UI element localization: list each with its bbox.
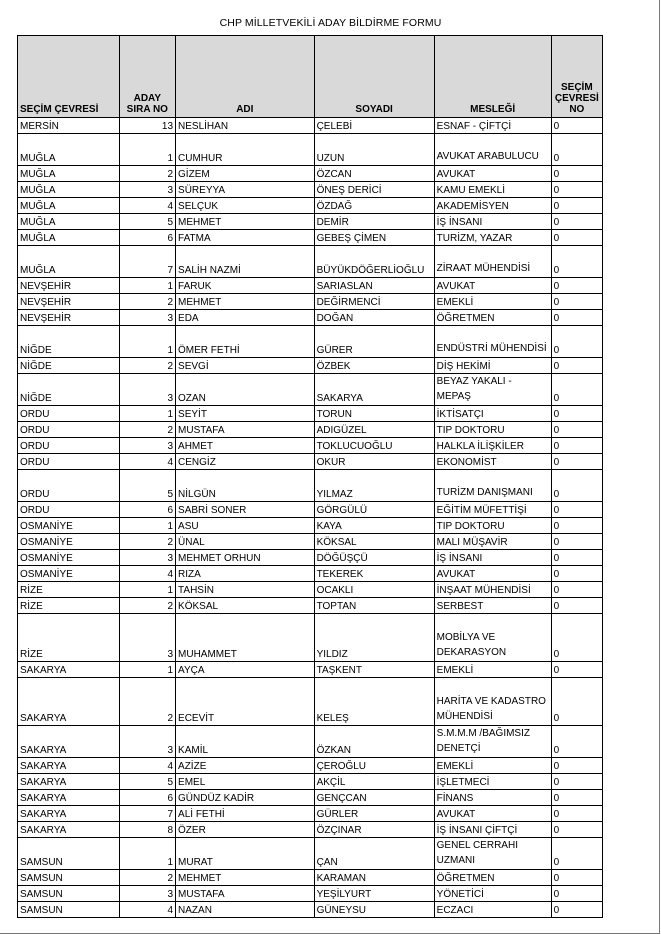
cell-secim-cevresi-no: 0: [551, 406, 602, 422]
cell-aday-sira-no: 1: [119, 406, 175, 422]
cell-secim-cevresi-no: 0: [551, 182, 602, 198]
cell-soyadi: TAŞKENT: [314, 662, 434, 678]
cell-meslegi: AKADEMİSYEN: [434, 198, 551, 214]
cell-secim-cevresi-no: 0: [551, 166, 602, 182]
cell-soyadi: ÖZKAN: [314, 726, 434, 758]
table-row: [18, 726, 603, 758]
cell-secim-cevresi-no: 0: [551, 326, 602, 358]
cell-secim-cevresi: SAKARYA: [18, 790, 120, 806]
cell-aday-sira-no: 2: [119, 358, 175, 374]
table-row: [18, 502, 603, 518]
cell-adi: MUHAMMET: [176, 614, 315, 662]
cell-meslegi: İNŞAAT MÜHENDİSİ: [434, 582, 551, 598]
cell-secim-cevresi-no: 0: [551, 726, 602, 758]
cell-soyadi: OKUR: [314, 454, 434, 470]
cell-soyadi: GÜNEYSU: [314, 902, 434, 918]
cell-aday-sira-no: 4: [119, 758, 175, 774]
cell-secim-cevresi-no: 0: [551, 614, 602, 662]
cell-soyadi: DÖĞÜŞÇÜ: [314, 550, 434, 566]
cell-meslegi: MOBİLYA VE DEKARASYON: [434, 614, 551, 662]
cell-secim-cevresi-no: 0: [551, 534, 602, 550]
cell-aday-sira-no: 13: [119, 118, 175, 134]
cell-meslegi: DİŞ HEKİMİ: [434, 358, 551, 374]
cell-secim-cevresi-no: 0: [551, 438, 602, 454]
cell-secim-cevresi-no: 0: [551, 422, 602, 438]
cell-adi: EDA: [176, 310, 315, 326]
cell-secim-cevresi: SAMSUN: [18, 838, 120, 870]
cell-secim-cevresi-no: 0: [551, 758, 602, 774]
cell-adi: MEHMET: [176, 214, 315, 230]
cell-soyadi: KARAMAN: [314, 870, 434, 886]
cell-meslegi: YÖNETİCİ: [434, 886, 551, 902]
cell-secim-cevresi-no: 0: [551, 774, 602, 790]
cell-meslegi: İKTİSATÇI: [434, 406, 551, 422]
cell-soyadi: UZUN: [314, 134, 434, 166]
cell-aday-sira-no: 3: [119, 374, 175, 406]
cell-secim-cevresi-no: 0: [551, 582, 602, 598]
cell-meslegi: AVUKAT: [434, 166, 551, 182]
cell-secim-cevresi-no: 0: [551, 358, 602, 374]
cell-aday-sira-no: 2: [119, 166, 175, 182]
cell-aday-sira-no: 5: [119, 774, 175, 790]
cell-adi: ÜNAL: [176, 534, 315, 550]
cell-meslegi: EMEKLİ: [434, 758, 551, 774]
cell-secim-cevresi: NEVŞEHİR: [18, 278, 120, 294]
cell-secim-cevresi: MUĞLA: [18, 134, 120, 166]
form-title: CHP MİLLETVEKİLİ ADAY BİLDİRME FORMU: [219, 17, 442, 29]
cell-adi: ALİ FETHİ: [176, 806, 315, 822]
table-header-row: [18, 36, 603, 118]
cell-secim-cevresi-no: 0: [551, 598, 602, 614]
cell-soyadi: ÖZCAN: [314, 166, 434, 182]
cell-soyadi: KÖKSAL: [314, 534, 434, 550]
cell-adi: KAMİL: [176, 726, 315, 758]
cell-aday-sira-no: 4: [119, 566, 175, 582]
cell-adi: FARUK: [176, 278, 315, 294]
cell-secim-cevresi: SAKARYA: [18, 822, 120, 838]
table-row: [18, 326, 603, 358]
cell-secim-cevresi-no: 0: [551, 566, 602, 582]
cell-secim-cevresi-no: 0: [551, 454, 602, 470]
table-row: [18, 438, 603, 454]
cell-adi: OZAN: [176, 374, 315, 406]
cell-meslegi: İŞ İNSANI ÇİFTÇİ: [434, 822, 551, 838]
table-row: [18, 214, 603, 230]
cell-adi: SÜREYYA: [176, 182, 315, 198]
cell-soyadi: ÖNEŞ DERİCİ: [314, 182, 434, 198]
cell-adi: ASU: [176, 518, 315, 534]
cell-adi: SELÇUK: [176, 198, 315, 214]
cell-secim-cevresi-no: 0: [551, 870, 602, 886]
cell-soyadi: SARIASLAN: [314, 278, 434, 294]
table-row: [18, 678, 603, 726]
cell-secim-cevresi: NİĞDE: [18, 326, 120, 358]
cell-soyadi: GÖRGÜLÜ: [314, 502, 434, 518]
cell-soyadi: DOĞAN: [314, 310, 434, 326]
cell-secim-cevresi: SAMSUN: [18, 902, 120, 918]
cell-adi: SABRİ SONER: [176, 502, 315, 518]
table-row: [18, 246, 603, 278]
cell-adi: AYÇA: [176, 662, 315, 678]
cell-soyadi: ÇELEBİ: [314, 118, 434, 134]
cell-adi: MEHMET: [176, 870, 315, 886]
table-row: [18, 838, 603, 870]
cell-secim-cevresi: NEVŞEHİR: [18, 310, 120, 326]
cell-soyadi: GEBEŞ ÇİMEN: [314, 230, 434, 246]
cell-secim-cevresi-no: 0: [551, 806, 602, 822]
cell-secim-cevresi: OSMANİYE: [18, 518, 120, 534]
cell-meslegi: ÖĞRETMEN: [434, 870, 551, 886]
cell-secim-cevresi-no: 0: [551, 678, 602, 726]
cell-aday-sira-no: 3: [119, 726, 175, 758]
header-secim-cevresi-no: SEÇİM ÇEVRESİ NO: [551, 36, 602, 118]
cell-secim-cevresi-no: 0: [551, 822, 602, 838]
cell-soyadi: ADIGÜZEL: [314, 422, 434, 438]
cell-secim-cevresi-no: 0: [551, 246, 602, 278]
cell-aday-sira-no: 1: [119, 582, 175, 598]
cell-adi: ECEVİT: [176, 678, 315, 726]
table-row: [18, 134, 603, 166]
cell-meslegi: AVUKAT: [434, 806, 551, 822]
table-row: [18, 598, 603, 614]
cell-secim-cevresi: RİZE: [18, 598, 120, 614]
table-row: [18, 902, 603, 918]
cell-adi: CENGİZ: [176, 454, 315, 470]
cell-secim-cevresi: MUĞLA: [18, 198, 120, 214]
cell-adi: SEVGİ: [176, 358, 315, 374]
cell-meslegi: TIP DOKTORU: [434, 422, 551, 438]
cell-meslegi: HALKLA İLİŞKİLER: [434, 438, 551, 454]
table-row: [18, 198, 603, 214]
cell-aday-sira-no: 7: [119, 246, 175, 278]
table-row: [18, 518, 603, 534]
cell-soyadi: OCAKLI: [314, 582, 434, 598]
cell-secim-cevresi: MUĞLA: [18, 230, 120, 246]
cell-meslegi: EMEKLİ: [434, 662, 551, 678]
cell-secim-cevresi: SAMSUN: [18, 870, 120, 886]
table-row: [18, 822, 603, 838]
cell-secim-cevresi: SAKARYA: [18, 758, 120, 774]
cell-soyadi: DEĞİRMENCİ: [314, 294, 434, 310]
table-row: [18, 790, 603, 806]
cell-secim-cevresi: ORDU: [18, 502, 120, 518]
table-row: [18, 406, 603, 422]
cell-soyadi: TORUN: [314, 406, 434, 422]
cell-aday-sira-no: 2: [119, 534, 175, 550]
header-aday-sira-no: ADAY SIRA NO: [119, 36, 175, 118]
cell-meslegi: ÖĞRETMEN: [434, 310, 551, 326]
cell-aday-sira-no: 2: [119, 678, 175, 726]
cell-meslegi: İŞLETMECİ: [434, 774, 551, 790]
cell-secim-cevresi-no: 0: [551, 198, 602, 214]
cell-aday-sira-no: 1: [119, 518, 175, 534]
cell-aday-sira-no: 4: [119, 902, 175, 918]
cell-secim-cevresi: MUĞLA: [18, 166, 120, 182]
table-row: [18, 118, 603, 134]
cell-aday-sira-no: 2: [119, 294, 175, 310]
cell-soyadi: BÜYÜKDÖĞERLİOĞLU: [314, 246, 434, 278]
cell-secim-cevresi-no: 0: [551, 470, 602, 502]
header-secim-cevresi: SEÇİM ÇEVRESİ: [18, 36, 120, 118]
cell-soyadi: ÖZDAĞ: [314, 198, 434, 214]
cell-adi: MUSTAFA: [176, 886, 315, 902]
cell-adi: NESLİHAN: [176, 118, 315, 134]
cell-secim-cevresi-no: 0: [551, 902, 602, 918]
cell-meslegi: ENDÜSTRİ MÜHENDİSİ: [434, 326, 551, 358]
cell-aday-sira-no: 6: [119, 230, 175, 246]
cell-aday-sira-no: 3: [119, 614, 175, 662]
cell-aday-sira-no: 3: [119, 182, 175, 198]
table-row: [18, 886, 603, 902]
table-row: [18, 614, 603, 662]
cell-meslegi: ESNAF - ÇİFTÇİ: [434, 118, 551, 134]
cell-adi: SEYİT: [176, 406, 315, 422]
cell-aday-sira-no: 7: [119, 806, 175, 822]
cell-aday-sira-no: 5: [119, 470, 175, 502]
cell-adi: MEHMET ORHUN: [176, 550, 315, 566]
cell-secim-cevresi: SAMSUN: [18, 886, 120, 902]
table-row: [18, 358, 603, 374]
cell-aday-sira-no: 2: [119, 598, 175, 614]
cell-secim-cevresi-no: 0: [551, 550, 602, 566]
header-adi: ADI: [176, 36, 315, 118]
cell-secim-cevresi-no: 0: [551, 294, 602, 310]
table-body: [18, 118, 603, 918]
cell-meslegi: EĞİTİM MÜFETTİŞİ: [434, 502, 551, 518]
cell-meslegi: AVUKAT: [434, 278, 551, 294]
cell-secim-cevresi-no: 0: [551, 230, 602, 246]
cell-adi: NİLGÜN: [176, 470, 315, 502]
cell-meslegi: ECZACI: [434, 902, 551, 918]
cell-soyadi: YEŞİLYURT: [314, 886, 434, 902]
table-row: [18, 534, 603, 550]
cell-meslegi: TURİZM, YAZAR: [434, 230, 551, 246]
cell-secim-cevresi-no: 0: [551, 662, 602, 678]
cell-secim-cevresi-no: 0: [551, 518, 602, 534]
cell-secim-cevresi: ORDU: [18, 438, 120, 454]
table-row: [18, 374, 603, 406]
cell-meslegi: AVUKAT ARABULUCU: [434, 134, 551, 166]
cell-secim-cevresi: OSMANİYE: [18, 550, 120, 566]
table-row: [18, 310, 603, 326]
cell-adi: GİZEM: [176, 166, 315, 182]
cell-adi: MURAT: [176, 838, 315, 870]
cell-secim-cevresi: NİĞDE: [18, 374, 120, 406]
table-row: [18, 582, 603, 598]
cell-secim-cevresi-no: 0: [551, 838, 602, 870]
cell-aday-sira-no: 3: [119, 310, 175, 326]
cell-meslegi: TURİZM DANIŞMANI: [434, 470, 551, 502]
cell-meslegi: İŞ İNSANI: [434, 214, 551, 230]
cell-adi: AZİZE: [176, 758, 315, 774]
table-row: [18, 470, 603, 502]
cell-secim-cevresi: SAKARYA: [18, 726, 120, 758]
cell-adi: MUSTAFA: [176, 422, 315, 438]
cell-soyadi: ÇEROĞLU: [314, 758, 434, 774]
cell-adi: SALİH NAZMİ: [176, 246, 315, 278]
cell-secim-cevresi: OSMANİYE: [18, 566, 120, 582]
cell-adi: TAHSİN: [176, 582, 315, 598]
cell-secim-cevresi-no: 0: [551, 374, 602, 406]
table-row: [18, 454, 603, 470]
cell-secim-cevresi: ORDU: [18, 470, 120, 502]
cell-aday-sira-no: 4: [119, 198, 175, 214]
cell-secim-cevresi-no: 0: [551, 502, 602, 518]
cell-meslegi: S.M.M.M /BAĞIMSIZ DENETÇİ: [434, 726, 551, 758]
cell-secim-cevresi-no: 0: [551, 118, 602, 134]
table-row: [18, 774, 603, 790]
cell-secim-cevresi: RİZE: [18, 582, 120, 598]
cell-adi: MEHMET: [176, 294, 315, 310]
cell-secim-cevresi-no: 0: [551, 278, 602, 294]
cell-adi: EMEL: [176, 774, 315, 790]
candidate-table: [17, 35, 603, 918]
cell-meslegi: İŞ İNSANI: [434, 550, 551, 566]
cell-adi: KÖKSAL: [176, 598, 315, 614]
cell-soyadi: KAYA: [314, 518, 434, 534]
cell-aday-sira-no: 4: [119, 454, 175, 470]
table-row: [18, 294, 603, 310]
cell-secim-cevresi: SAKARYA: [18, 662, 120, 678]
cell-aday-sira-no: 3: [119, 438, 175, 454]
cell-secim-cevresi: MERSİN: [18, 118, 120, 134]
cell-soyadi: GÜRLER: [314, 806, 434, 822]
cell-aday-sira-no: 2: [119, 870, 175, 886]
cell-soyadi: ÇAN: [314, 838, 434, 870]
table-row: [18, 422, 603, 438]
cell-secim-cevresi: MUĞLA: [18, 246, 120, 278]
cell-adi: GÜNDÜZ KADİR: [176, 790, 315, 806]
cell-soyadi: ÖZÇINAR: [314, 822, 434, 838]
cell-aday-sira-no: 1: [119, 838, 175, 870]
cell-soyadi: YILDIZ: [314, 614, 434, 662]
table-row: [18, 182, 603, 198]
cell-secim-cevresi: ORDU: [18, 406, 120, 422]
cell-meslegi: GENEL CERRAHI UZMANI: [434, 838, 551, 870]
cell-secim-cevresi: SAKARYA: [18, 806, 120, 822]
cell-aday-sira-no: 1: [119, 326, 175, 358]
cell-meslegi: BEYAZ YAKALI - MEPAŞ: [434, 374, 551, 406]
cell-meslegi: MALI MÜŞAVİR: [434, 534, 551, 550]
cell-secim-cevresi: SAKARYA: [18, 678, 120, 726]
table-row: [18, 230, 603, 246]
table-row: [18, 166, 603, 182]
table-row: [18, 758, 603, 774]
cell-soyadi: KELEŞ: [314, 678, 434, 726]
cell-secim-cevresi-no: 0: [551, 134, 602, 166]
cell-secim-cevresi: ORDU: [18, 454, 120, 470]
cell-aday-sira-no: 6: [119, 790, 175, 806]
cell-aday-sira-no: 3: [119, 550, 175, 566]
cell-secim-cevresi: SAKARYA: [18, 774, 120, 790]
cell-meslegi: FİNANS: [434, 790, 551, 806]
cell-soyadi: DEMİR: [314, 214, 434, 230]
cell-secim-cevresi-no: 0: [551, 790, 602, 806]
cell-secim-cevresi: NİĞDE: [18, 358, 120, 374]
cell-soyadi: TOPTAN: [314, 598, 434, 614]
cell-secim-cevresi-no: 0: [551, 214, 602, 230]
cell-meslegi: EMEKLİ: [434, 294, 551, 310]
cell-soyadi: ÖZBEK: [314, 358, 434, 374]
cell-aday-sira-no: 6: [119, 502, 175, 518]
cell-adi: FATMA: [176, 230, 315, 246]
cell-soyadi: SAKARYA: [314, 374, 434, 406]
cell-secim-cevresi: NEVŞEHİR: [18, 294, 120, 310]
header-meslegi: MESLEĞİ: [434, 36, 551, 118]
cell-aday-sira-no: 3: [119, 886, 175, 902]
cell-soyadi: GÜRER: [314, 326, 434, 358]
cell-aday-sira-no: 1: [119, 278, 175, 294]
cell-secim-cevresi: RİZE: [18, 614, 120, 662]
cell-meslegi: AVUKAT: [434, 566, 551, 582]
cell-meslegi: KAMU EMEKLİ: [434, 182, 551, 198]
table-row: [18, 550, 603, 566]
table-row: [18, 662, 603, 678]
cell-meslegi: SERBEST: [434, 598, 551, 614]
cell-aday-sira-no: 1: [119, 662, 175, 678]
table-row: [18, 806, 603, 822]
cell-soyadi: TEKEREK: [314, 566, 434, 582]
cell-soyadi: GENÇCAN: [314, 790, 434, 806]
table-row: [18, 870, 603, 886]
cell-secim-cevresi: OSMANİYE: [18, 534, 120, 550]
cell-secim-cevresi-no: 0: [551, 310, 602, 326]
cell-secim-cevresi: MUĞLA: [18, 182, 120, 198]
cell-meslegi: TIP DOKTORU: [434, 518, 551, 534]
cell-secim-cevresi-no: 0: [551, 886, 602, 902]
cell-secim-cevresi: ORDU: [18, 422, 120, 438]
cell-aday-sira-no: 2: [119, 422, 175, 438]
cell-secim-cevresi: MUĞLA: [18, 214, 120, 230]
cell-adi: AHMET: [176, 438, 315, 454]
cell-meslegi: HARİTA VE KADASTRO MÜHENDİSİ: [434, 678, 551, 726]
cell-meslegi: ZİRAAT MÜHENDİSİ: [434, 246, 551, 278]
cell-soyadi: YILMAZ: [314, 470, 434, 502]
cell-aday-sira-no: 1: [119, 134, 175, 166]
cell-adi: NAZAN: [176, 902, 315, 918]
cell-adi: RIZA: [176, 566, 315, 582]
header-soyadi: SOYADI: [314, 36, 434, 118]
cell-soyadi: TOKLUCUOĞLU: [314, 438, 434, 454]
cell-adi: ÖMER FETHİ: [176, 326, 315, 358]
cell-soyadi: AKÇİL: [314, 774, 434, 790]
table-row: [18, 566, 603, 582]
cell-adi: ÖZER: [176, 822, 315, 838]
cell-meslegi: EKONOMİST: [434, 454, 551, 470]
cell-aday-sira-no: 5: [119, 214, 175, 230]
cell-adi: CUMHUR: [176, 134, 315, 166]
cell-aday-sira-no: 8: [119, 822, 175, 838]
table-row: [18, 278, 603, 294]
